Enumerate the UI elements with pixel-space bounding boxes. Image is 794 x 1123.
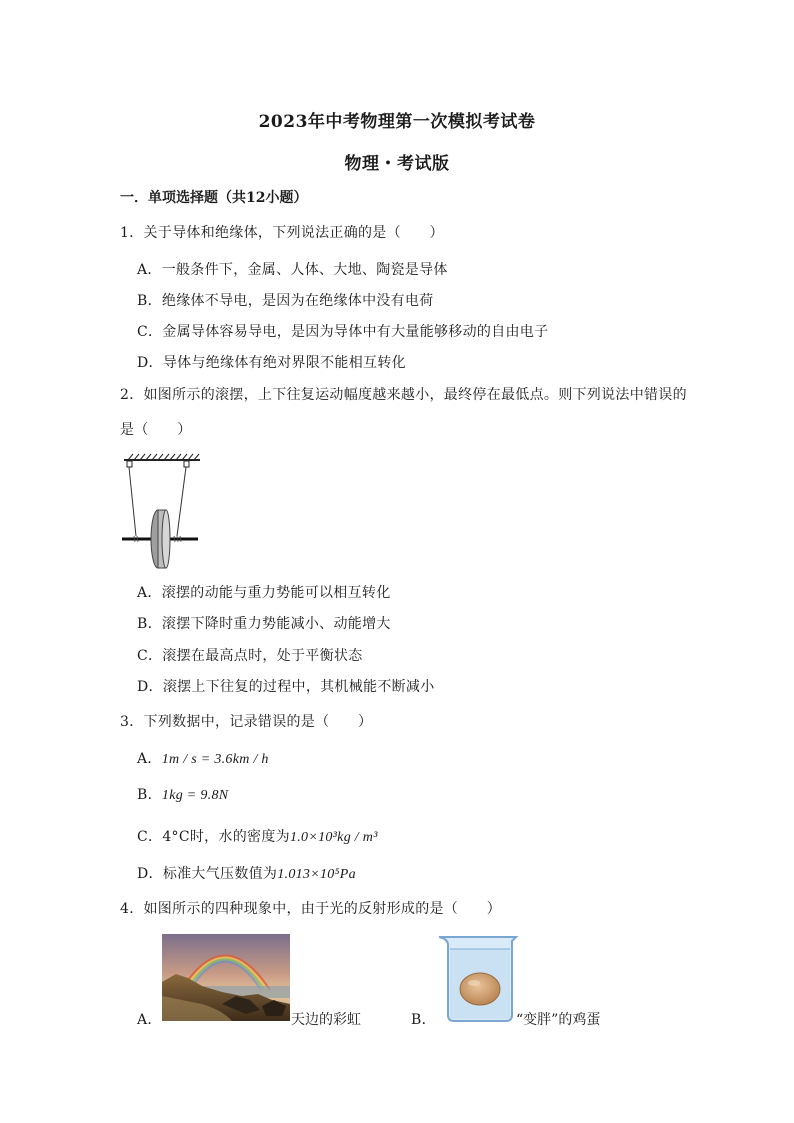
- question-3-option-a: [137, 748, 269, 768]
- page-subtitle: 物理・考试版: [344, 154, 450, 174]
- maxwell-wheel-figure: [120, 450, 204, 572]
- question-1-option-b: B．绝缘体不导电，是因为在绝缘体中没有电荷: [137, 293, 434, 309]
- question-4-stem: 4．如图所示的四种现象中，由于光的反射形成的是（ ）: [120, 901, 502, 917]
- option-b-label: B．: [137, 787, 162, 803]
- option-a-label: A．: [137, 751, 162, 767]
- section-heading: 一．单项选择题（共12小题）: [120, 190, 308, 206]
- question-1-option-a: A．一般条件下，金属、人体、大地、陶瓷是导体: [137, 262, 448, 278]
- question-2-option-b: B．滚摆下降时重力势能减小、动能增大: [137, 616, 391, 632]
- option-c-formula: 1.0×10³kg / m³: [289, 830, 378, 845]
- option-a-formula: 1m / s = 3.6km / h: [161, 752, 269, 767]
- question-4-option-a-label: A．: [137, 1012, 162, 1028]
- option-c-text: 4°C时，水的密度为: [162, 829, 290, 845]
- question-2-option-a: A．滚摆的动能与重力势能可以相互转化: [137, 585, 391, 601]
- question-2-option-d: D．滚摆上下往复的过程中，其机械能不断减小: [137, 679, 435, 695]
- page-title: 2023年中考物理第一次模拟考试卷: [258, 112, 536, 132]
- question-4-option-b-label: B．: [411, 1012, 436, 1028]
- question-1-stem: 1．关于导体和绝缘体，下列说法正确的是（ ）: [120, 225, 444, 241]
- egg-in-beaker-figure: [436, 933, 520, 1025]
- option-d-text: 标准大气压数值为: [162, 866, 278, 882]
- question-3-option-b: [137, 784, 228, 804]
- question-4-option-b-caption: “变胖”的鸡蛋: [516, 1012, 601, 1028]
- question-1-option-d: D．导体与绝缘体有绝对界限不能相互转化: [137, 355, 406, 371]
- question-2-stem-line2: 是（ ）: [120, 422, 192, 438]
- question-3-option-d: [137, 863, 356, 883]
- option-d-label: D．: [137, 866, 163, 882]
- question-4-option-a-caption: 天边的彩虹: [291, 1012, 361, 1028]
- question-3-stem: 3．下列数据中，记录错误的是（ ）: [120, 714, 373, 730]
- question-3-option-c: [137, 826, 378, 846]
- question-1-option-c: C．金属导体容易导电，是因为导体中有大量能够移动的自由电子: [137, 324, 549, 340]
- option-b-formula: 1kg = 9.8N: [161, 788, 229, 803]
- question-2-stem-line1: 2．如图所示的滚摆，上下往复运动幅度越来越小，最终停在最低点。则下列说法中错误的: [120, 387, 687, 403]
- option-d-formula: 1.013×10⁵Pa: [277, 867, 356, 882]
- question-2-option-c: C．滚摆在最高点时，处于平衡状态: [137, 648, 363, 664]
- rainbow-coast-photo: [162, 934, 290, 1021]
- option-c-label: C．: [137, 829, 163, 845]
